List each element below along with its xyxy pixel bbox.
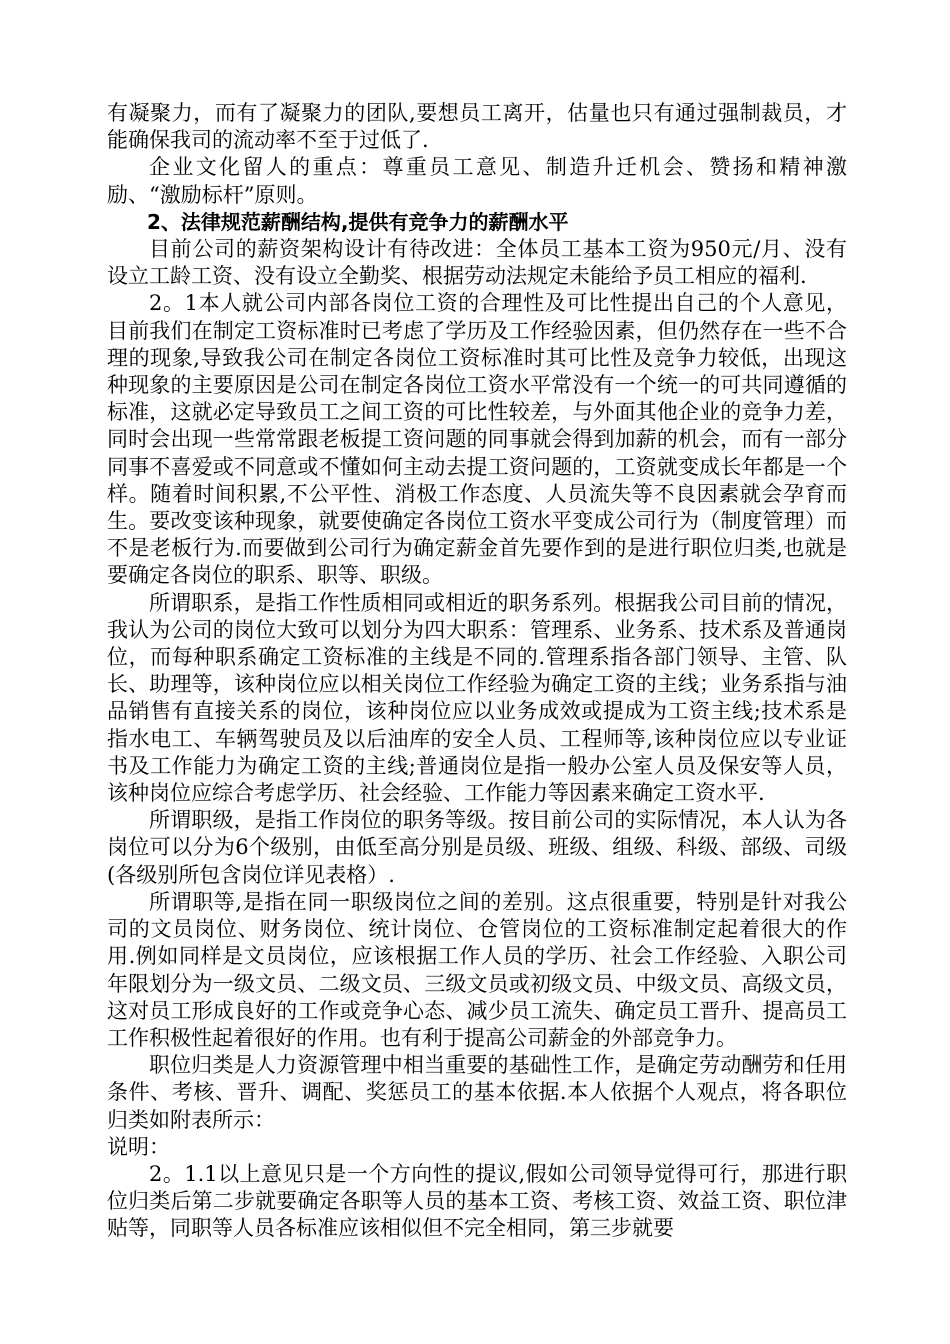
paragraph-job-family: 所谓职系，是指工作性质相同或相近的职务系列。根据我公司目前的情况，我认为公司的岗位大致可以划分为四大职系：管理系、业务系、技术系及普通岗位，而每种职系确定工资标准的主线是不同的.管理系指各部门领导、主管、队长、助理等，该种岗位应以相关岗位工作经验为确定工资的主线；业务系指与油品销售有直接关系的岗位，该种岗位应以业务成效或提成为工资主线;技术系是指水电工、车辆驾驶员及以后油库的安全人员、工程师等,该种岗位应以专业证书及工作能力为确定工资的主线;普通岗位是指一般办公室人员及保安等人员，该种岗位应综合考虑学历、社会经验、工作能力等因素来确定工资水平. xyxy=(107,590,847,806)
paragraph-salary-current: 目前公司的薪资架构设计有待改进：全体员工基本工资为950元/月、没有设立工龄工资、没有设立全勤奖、根据劳动法规定未能给予员工相应的福利. xyxy=(107,237,847,289)
paragraph-job-grade: 所谓职等,是指在同一职级岗位之间的差别。这点很重要，特别是针对我公司的文员岗位、财务岗位、统计岗位、仓管岗位的工资标准制定起着很大的作用.例如同样是文员岗位，应该根据工作人员的学历、社会工作经验、入职公司年限划分为一级文员、二级文员、三级文员或初级文员、中级文员、高级文员，这对员工形成良好的工作或竞争心态、减少员工流失、确定员工晋升、提高员工工作积极性起着很好的作用。也有利于提高公司薪金的外部竞争力。 xyxy=(107,889,847,1050)
paragraph-job-classification: 职位归类是人力资源管理中相当重要的基础性工作，是确定劳动酬劳和任用条件、考核、晋升、调配、奖惩员工的基本依据.本人依据个人观点，将各职位归类如附表所示： xyxy=(107,1053,847,1132)
paragraph-job-level: 所谓职级，是指工作岗位的职务等级。按目前公司的实际情况，本人认为各岗位可以分为6个级别，由低至高分别是员级、班级、组级、科级、部级、司级(各级别所包含岗位详见表格）. xyxy=(107,808,847,887)
document-page xyxy=(107,100,847,1243)
paragraph-2-1-position-pay: 2。1本人就公司内部各岗位工资的合理性及可比性提出自己的个人意见，目前我们在制定工资标准时已考虑了学历及工作经验因素，但仍然存在一些不合理的现象,导致我公司在制定各岗位工资标准时其可比性及竞争力较低，出现这种现象的主要原因是公司在制定各岗位工资水平常没有一个统一的可共同遵循的标准，这就必定导致员工之间工资的可比性较差，与外面其他企业的竞争力差，同时会出现一些常常跟老板提工资问题的同事就会得到加薪的机会，而有一部分同事不喜爱或不同意或不懂如何主动去提工资问题的，工资就变成长年都是一个样。随着时间积累,不公平性、消极工作态度、人员流失等不良因素就会孕育而生。要改变该种现象，就要使确定各岗位工资水平变成公司行为（制度管理）而不是老板行为.而要做到公司行为确定薪金首先要作到的是进行职位归类,也就是要确定各岗位的职系、职等、职级。 xyxy=(107,291,847,588)
paragraph-culture-retention: 企业文化留人的重点：尊重员工意见、制造升迁机会、赞扬和精神激励、“激励标杆”原则。 xyxy=(107,155,847,207)
section-heading-salary-structure: 2、法律规范薪酬结构,提供有竞争力的薪酬水平 xyxy=(147,209,569,234)
paragraph-2-1-1-note: 2。1.1以上意见只是一个方向性的提议,假如公司领导觉得可行，那进行职位归类后第二步就要确定各职等人员的基本工资、考核工资、效益工资、职位津贴等，同职等人员各标准应该相似但不完全相同，第三步就要 xyxy=(107,1161,847,1241)
paragraph-note-label: 说明： xyxy=(107,1134,170,1159)
paragraph-cohesion-conclusion: 有凝聚力，而有了凝聚力的团队,要想员工离开，估量也只有通过强制裁员，才能确保我司的流动率不至于过低了. xyxy=(107,101,847,153)
